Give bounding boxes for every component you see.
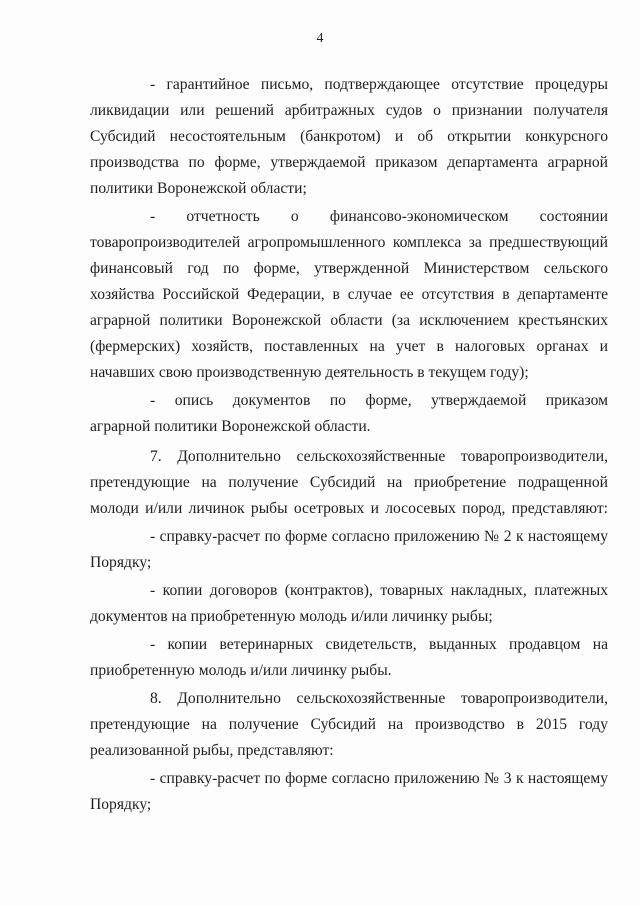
text-line: приобретенную молодь и/или личинку рыбы. xyxy=(90,662,392,679)
text-line: - копии договоров (контрактов), товарных накладных, платежных xyxy=(150,582,608,599)
text-line: производства по форме, утверждаемой приказом департамента аграрной xyxy=(90,154,608,171)
text-line: претендующие на получение Субсидий на производство в 2015 году xyxy=(90,716,608,733)
text-line: - копии ветеринарных свидетельств, выданных продавцом на xyxy=(150,636,608,653)
text-line: аграрной политики Воронежской области. xyxy=(90,418,371,435)
text-line: - опись документов по форме, утверждаемой приказом xyxy=(150,392,608,409)
text-line: реализованной рыбы, представляют: xyxy=(90,742,334,759)
text-line: финансовый год по форме, утвержденной Министерством сельского xyxy=(90,260,608,277)
text-line: - гарантийное письмо, подтверждающее отсутствие процедуры xyxy=(150,76,608,93)
text-line: - справку-расчет по форме согласно приложению № 3 к настоящему xyxy=(150,770,608,787)
page-number: 4 xyxy=(316,30,324,45)
text-line: товаропроизводителей агропромышленного комплекса за предшествующий xyxy=(90,234,608,251)
text-line: - отчетность о финансово-экономическом состоянии xyxy=(150,208,608,225)
text-line: аграрной политики Воронежской области (за исключением крестьянских xyxy=(90,312,608,329)
text-line: молоди и/или личинок рыбы осетровых и лососевых пород, представляют: xyxy=(90,500,608,517)
text-line: (фермерских) хозяйств, поставленных на учет в налоговых органах и xyxy=(90,338,608,355)
text-line: Порядку; xyxy=(90,554,152,571)
text-line: - справку-расчет по форме согласно приложению № 2 к настоящему xyxy=(150,528,608,545)
text-line: претендующие на получение Субсидий на приобретение подращенной xyxy=(90,474,608,491)
text-line: ликвидации или решений арбитражных судов о признании получателя xyxy=(90,102,608,119)
text-line: политики Воронежской области; xyxy=(90,180,307,197)
text-line: хозяйства Российской Федерации, в случае ее отсутствия в департаменте xyxy=(90,286,608,303)
text-line: 8. Дополнительно сельскохозяйственные товаропроизводители, xyxy=(150,690,608,707)
text-line: Субсидий несостоятельным (банкротом) и об открытии конкурсного xyxy=(90,128,608,145)
text-line: 7. Дополнительно сельскохозяйственные товаропроизводители, xyxy=(150,448,608,465)
text-line: документов на приобретенную молодь и/или личинку рыбы; xyxy=(90,608,493,625)
text-line: Порядку; xyxy=(90,796,152,813)
text-line: начавших свою производственную деятельность в текущем году); xyxy=(90,364,529,381)
